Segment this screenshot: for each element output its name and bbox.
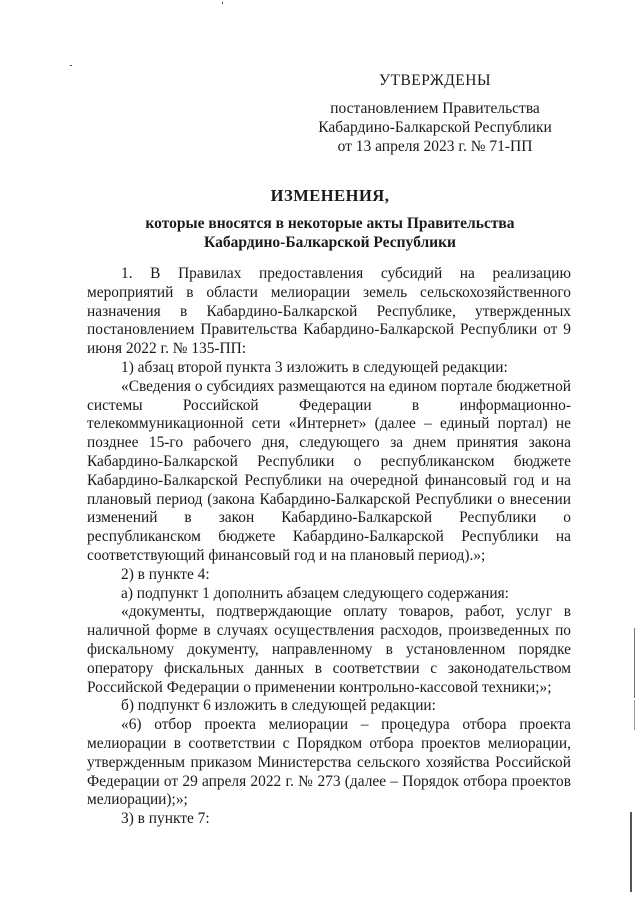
paragraph-subitem-2: 2) в пункте 4: bbox=[121, 565, 210, 583]
scan-speck bbox=[222, 2, 223, 4]
scan-edge-mark bbox=[630, 812, 632, 892]
document-body bbox=[87, 265, 571, 829]
subtitle-line: Кабардино-Балкарской Республики bbox=[204, 234, 456, 251]
paragraph-quote-selection: «6) отбор проекта мелиорации – процедура отбора проекта мелиорации в соответствии с Порядком отбора проектов мелиорации, утвержденным приказом Министерства сельского хозяйства Российской Федерации от 29 апреля 2022 г. № 273 (далее – Порядок отбора проектов мелиорации);»; bbox=[87, 716, 571, 809]
scan-edge-mark bbox=[634, 700, 635, 730]
approval-line-date-number: от 13 апреля 2023 г. № 71-ПП bbox=[337, 138, 533, 155]
paragraph-subitem-2b: б) подпункт 6 изложить в следующей редакции: bbox=[121, 697, 436, 715]
subtitle-line: которые вносятся в некоторые акты Правительства bbox=[145, 215, 515, 232]
scan-speck bbox=[70, 65, 72, 66]
paragraph-item-1: 1. В Правилах предоставления субсидий на реализацию мероприятий в области мелиорации земель сельскохозяйственного назначения в Кабардино-Балкарской Республике, утвержденных постановлением Правительства Кабардино-Балкарской Республики от 9 июня 2022 г. № 135-ПП: bbox=[87, 265, 571, 358]
paragraph-subitem-1: 1) абзац второй пункта 3 изложить в следующей редакции: bbox=[121, 358, 508, 376]
scan-edge-mark bbox=[634, 628, 635, 698]
paragraph-subitem-2a: а) подпункт 1 дополнить абзацем следующего содержания: bbox=[121, 584, 509, 602]
document-title: ИЗМЕНЕНИЯ, bbox=[270, 186, 390, 205]
paragraph-subitem-3: 3) в пункте 7: bbox=[121, 810, 210, 828]
paragraph-quote-portal: «Сведения о субсидиях размещаются на едином портале бюджетной системы Российской Федерации в информационно-телекоммуникационной сети «Интернет» (далее – единый портал) не позднее 15-го рабочего дня, следующего за днем принятия закона Кабардино-Балкарской Республики о республиканском бюджете Кабардино-Балкарской Республики на очередной финансовый год и на плановый период (закона Кабардино-Балкарской Республики о внесении изменений в закон Кабардино-Балкарской Республики о республиканском бюджете Кабардино-Балкарской Республики на соответствующий финансовый год и на плановый период).»; bbox=[87, 377, 571, 564]
document-subtitle bbox=[0, 214, 640, 252]
approval-line-resolution: постановлением Правительства bbox=[330, 100, 540, 117]
approval-heading: УТВЕРЖДЕНЫ bbox=[379, 72, 491, 89]
paragraph-quote-documents: «документы, подтверждающие оплату товаров, работ, услуг в наличной форме в случаях осуществления расходов, произведенных по фискальному документу, направленному в установленном порядке оператору фискальных данных в соответствии с законодательством Российской Федерации о применении контрольно-кассовой техники;»; bbox=[87, 603, 571, 696]
approval-line-government: Кабардино-Балкарской Республики bbox=[318, 119, 552, 136]
